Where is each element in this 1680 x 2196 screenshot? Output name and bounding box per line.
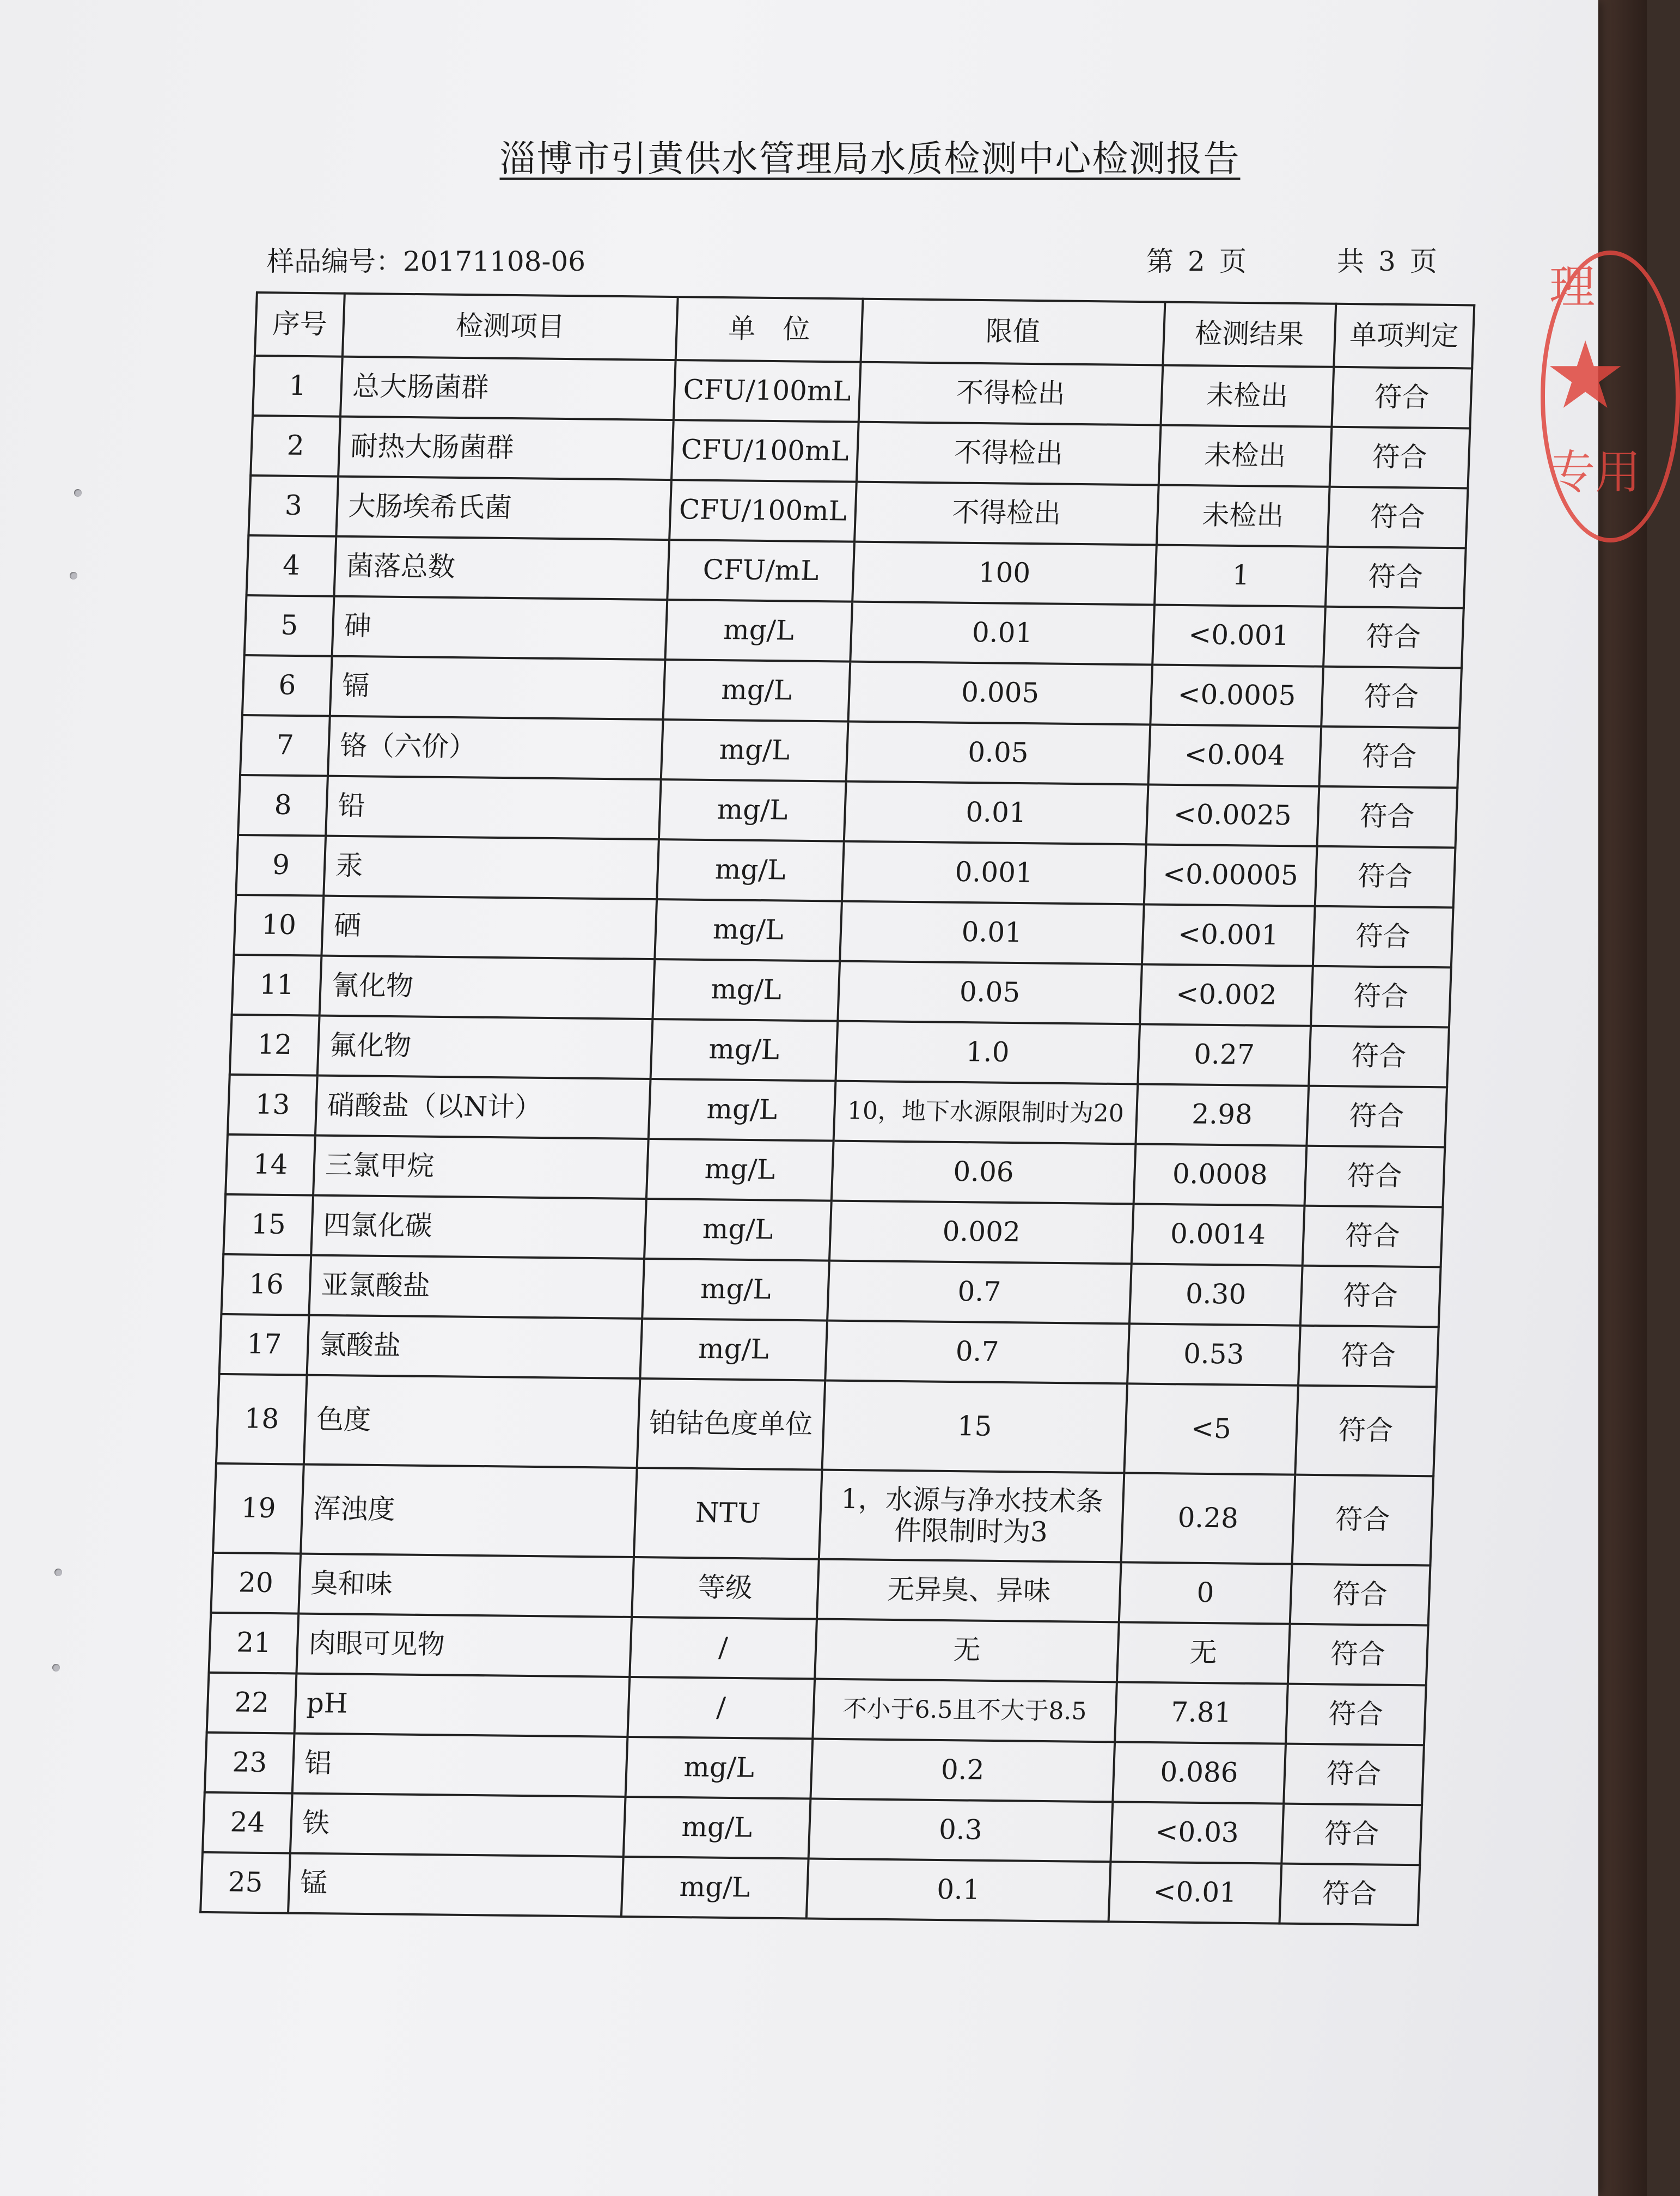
sample-number-value: 20171108-06 <box>403 246 586 277</box>
cell-judge: 符合 <box>1311 966 1451 1028</box>
cell-item: 浑浊度 <box>301 1465 637 1557</box>
cell-result: <0.01 <box>1109 1862 1281 1923</box>
cell-unit: mg/L <box>657 839 844 901</box>
cell-limit: 0.01 <box>840 901 1144 965</box>
results-table <box>199 291 1475 1926</box>
cell-result: <0.0005 <box>1150 664 1323 726</box>
cell-result: 2.98 <box>1135 1084 1308 1145</box>
cell-no: 18 <box>216 1374 307 1465</box>
cell-no: 22 <box>207 1673 297 1734</box>
cell-limit: 15 <box>822 1381 1127 1473</box>
report-title <box>0 130 1598 181</box>
cell-result: <0.0025 <box>1146 784 1319 846</box>
cell-no: 5 <box>245 595 334 656</box>
cell-judge: 符合 <box>1290 1564 1430 1626</box>
cell-unit: NTU <box>634 1468 822 1559</box>
cell-judge: 符合 <box>1325 547 1466 608</box>
cell-no: 23 <box>205 1733 295 1794</box>
cell-unit: mg/L <box>625 1737 812 1799</box>
cell-limit: 1，水源与净水技术条件限制时为3 <box>819 1470 1125 1563</box>
page-number: 2 <box>1188 246 1205 277</box>
table-body <box>200 356 1472 1925</box>
cell-item: 氯酸盐 <box>307 1315 642 1378</box>
cell-result: <5 <box>1124 1383 1298 1474</box>
cell-no: 3 <box>248 475 338 536</box>
cell-unit: 铂钴色度单位 <box>637 1378 825 1470</box>
cell-limit: 0.7 <box>825 1321 1129 1384</box>
cell-judge: 符合 <box>1306 1086 1447 1148</box>
cell-limit: 0.05 <box>846 722 1150 785</box>
cell-no: 14 <box>225 1134 315 1195</box>
cell-item: 耐热大肠菌群 <box>339 417 674 480</box>
cell-limit: 0.3 <box>808 1799 1113 1862</box>
binding-hole <box>70 572 77 580</box>
cell-item: 铁 <box>290 1794 625 1857</box>
cell-judge: 符合 <box>1300 1266 1441 1327</box>
cell-judge: 符合 <box>1313 906 1453 968</box>
cell-result: 0.086 <box>1113 1742 1285 1803</box>
cell-limit: 1.0 <box>835 1021 1140 1084</box>
cell-result: 0.0014 <box>1132 1204 1304 1265</box>
cell-limit: 0.01 <box>850 602 1154 665</box>
cell-item: 菌落总数 <box>334 536 669 600</box>
cell-judge: 符合 <box>1319 727 1459 788</box>
cell-unit: mg/L <box>644 1199 832 1261</box>
cell-unit: mg/L <box>621 1857 809 1919</box>
cell-item: 色度 <box>304 1375 640 1468</box>
header-no: 序号 <box>255 292 345 357</box>
cell-judge: 符合 <box>1327 487 1468 548</box>
cell-limit: 无异臭、异味 <box>817 1559 1121 1622</box>
cell-limit: 0.005 <box>848 662 1152 725</box>
cell-result: <0.03 <box>1110 1802 1283 1863</box>
cell-no: 24 <box>203 1792 292 1853</box>
cell-item: 臭和味 <box>299 1554 634 1617</box>
cell-unit: mg/L <box>665 600 852 662</box>
cell-no: 16 <box>221 1254 311 1315</box>
cell-unit: mg/L <box>652 959 840 1021</box>
total-prefix: 共 <box>1337 246 1364 277</box>
cell-judge: 符合 <box>1286 1684 1426 1746</box>
cell-limit: 0.002 <box>829 1201 1134 1264</box>
cell-no: 17 <box>219 1314 309 1375</box>
cell-result: 未检出 <box>1159 425 1331 486</box>
binding-hole <box>74 489 82 497</box>
cell-item: 氟化物 <box>317 1016 652 1079</box>
page-indicator <box>1146 240 1247 279</box>
cell-item: 三氯甲烷 <box>313 1136 648 1199</box>
cell-unit: mg/L <box>649 1079 836 1141</box>
cell-no: 25 <box>200 1852 290 1913</box>
cell-no: 8 <box>238 775 328 836</box>
binding-hole <box>52 1664 60 1672</box>
header-limit: 限值 <box>860 299 1165 365</box>
cell-no: 11 <box>232 955 322 1016</box>
total-suffix: 页 <box>1409 246 1437 277</box>
cell-unit: mg/L <box>661 719 848 782</box>
header-result: 检测结果 <box>1163 302 1336 367</box>
cell-limit: 0.2 <box>810 1739 1115 1802</box>
official-seal <box>1533 234 1675 539</box>
table-row <box>216 1374 1437 1476</box>
cell-judge: 符合 <box>1281 1804 1422 1865</box>
cell-judge: 符合 <box>1315 846 1455 908</box>
cell-limit: 0.7 <box>827 1261 1132 1324</box>
cell-no: 15 <box>223 1194 313 1255</box>
cell-judge: 符合 <box>1321 667 1462 728</box>
cell-item: 大肠埃希氏菌 <box>337 477 671 540</box>
seal-text-bottom: 专用 <box>1549 446 1641 499</box>
cell-item: 镉 <box>330 656 665 719</box>
cell-no: 13 <box>228 1075 317 1136</box>
cell-judge: 符合 <box>1323 607 1464 668</box>
binding-hole <box>54 1569 62 1576</box>
cell-unit: 等级 <box>632 1557 819 1619</box>
cell-item: 亚氯酸盐 <box>309 1255 644 1319</box>
cell-judge: 符合 <box>1288 1624 1428 1686</box>
page-suffix: 页 <box>1219 246 1247 277</box>
cell-result: 7.81 <box>1115 1682 1287 1743</box>
cell-no: 12 <box>230 1015 320 1076</box>
cell-no: 6 <box>242 655 332 716</box>
cell-result: 0.53 <box>1127 1323 1300 1385</box>
cell-unit: / <box>630 1617 817 1679</box>
cell-result: 0.27 <box>1138 1024 1310 1085</box>
cell-no: 7 <box>240 715 330 776</box>
cell-item: 铝 <box>292 1734 627 1797</box>
cell-result: 1 <box>1154 545 1327 606</box>
cell-limit: 0.001 <box>842 841 1146 905</box>
cell-unit: CFU/100mL <box>671 420 859 482</box>
cell-result: 0 <box>1119 1562 1292 1624</box>
cell-result: <0.002 <box>1140 964 1312 1026</box>
cell-no: 20 <box>211 1553 301 1614</box>
cell-unit: mg/L <box>663 660 850 722</box>
cell-judge: 符合 <box>1329 427 1470 489</box>
cell-no: 9 <box>236 835 326 896</box>
cell-result: <0.001 <box>1152 605 1325 666</box>
cell-no: 10 <box>234 895 323 956</box>
cell-item: 汞 <box>324 836 659 899</box>
cell-item: 肉眼可见物 <box>297 1614 632 1677</box>
cell-judge: 符合 <box>1317 786 1457 848</box>
cell-no: 1 <box>253 356 343 417</box>
cell-limit: 不得检出 <box>859 362 1163 425</box>
sample-number-label: 样品编号： <box>267 246 403 277</box>
cell-unit: mg/L <box>640 1319 827 1381</box>
cell-limit: 不得检出 <box>857 422 1161 485</box>
seal-text-top: 理 <box>1549 260 1596 314</box>
cell-unit: CFU/100mL <box>674 360 861 422</box>
cell-judge: 符合 <box>1279 1864 1420 1925</box>
cell-limit: 10，地下水源限制时为20 <box>833 1081 1138 1144</box>
cell-unit: mg/L <box>650 1019 838 1081</box>
cell-limit: 不小于6.5且不大于8.5 <box>812 1679 1117 1742</box>
cell-limit: 0.06 <box>832 1141 1136 1204</box>
cell-item: 砷 <box>332 596 667 660</box>
cell-judge: 符合 <box>1298 1326 1439 1387</box>
cell-result: 0.28 <box>1121 1473 1295 1564</box>
cell-limit: 100 <box>852 542 1157 605</box>
cell-no: 21 <box>209 1613 298 1674</box>
table-header-row <box>255 292 1474 368</box>
cell-unit: mg/L <box>646 1139 834 1201</box>
cell-unit: CFU/mL <box>667 540 854 602</box>
table-row <box>200 1852 1420 1925</box>
cell-item: 硝酸盐（以N计） <box>315 1076 650 1139</box>
cell-result: 未检出 <box>1161 365 1334 426</box>
cell-limit: 不得检出 <box>854 482 1159 545</box>
cell-unit: mg/L <box>624 1797 811 1859</box>
cell-item: 锰 <box>288 1853 623 1917</box>
cell-result: 未检出 <box>1157 485 1329 546</box>
cell-unit: mg/L <box>642 1259 829 1321</box>
report-title-text: 淄博市引黄供水管理局水质检测中心检测报告 <box>499 138 1241 180</box>
cell-no: 19 <box>213 1463 304 1554</box>
cell-item: 总大肠菌群 <box>340 357 675 420</box>
cell-item: 四氯化碳 <box>311 1195 646 1259</box>
cell-limit: 0.05 <box>838 961 1142 1024</box>
cell-item: pH <box>295 1674 630 1737</box>
header-unit: 单 位 <box>675 297 863 362</box>
sample-number <box>267 240 585 279</box>
total-pages <box>1337 240 1437 279</box>
cell-item: 铅 <box>326 776 661 839</box>
cell-item: 氰化物 <box>320 956 655 1019</box>
cell-unit: mg/L <box>655 899 842 961</box>
cell-unit: / <box>627 1677 815 1739</box>
cell-limit: 0.01 <box>844 782 1148 845</box>
page-prefix: 第 <box>1146 246 1174 277</box>
cell-judge: 符合 <box>1304 1146 1445 1207</box>
cell-judge: 符合 <box>1284 1744 1424 1805</box>
cell-judge: 符合 <box>1302 1206 1443 1267</box>
cell-judge: 符合 <box>1309 1026 1449 1088</box>
cell-item: 硒 <box>322 896 657 959</box>
seal-star-icon: ★ <box>1544 322 1627 430</box>
cell-unit: CFU/100mL <box>669 480 857 542</box>
total-number: 3 <box>1378 246 1396 277</box>
header-judge: 单项判定 <box>1334 304 1474 369</box>
cell-limit: 0.1 <box>807 1859 1111 1922</box>
cell-no: 2 <box>251 416 340 477</box>
cell-result: 0.0008 <box>1134 1144 1306 1205</box>
cell-result: <0.001 <box>1142 904 1315 966</box>
cell-no: 4 <box>247 535 337 596</box>
cell-judge: 符合 <box>1295 1386 1437 1477</box>
cell-judge: 符合 <box>1331 367 1472 429</box>
cell-item: 铬（六价） <box>328 716 663 779</box>
cell-result: <0.00005 <box>1144 844 1317 906</box>
cell-result: <0.004 <box>1148 724 1321 786</box>
cell-limit: 无 <box>815 1619 1119 1682</box>
cell-unit: mg/L <box>659 779 846 841</box>
cell-result: 0.30 <box>1129 1264 1302 1325</box>
cell-result: 无 <box>1117 1622 1290 1683</box>
cell-judge: 符合 <box>1292 1475 1433 1566</box>
header-item: 检测项目 <box>343 294 677 360</box>
table-row <box>213 1463 1433 1565</box>
